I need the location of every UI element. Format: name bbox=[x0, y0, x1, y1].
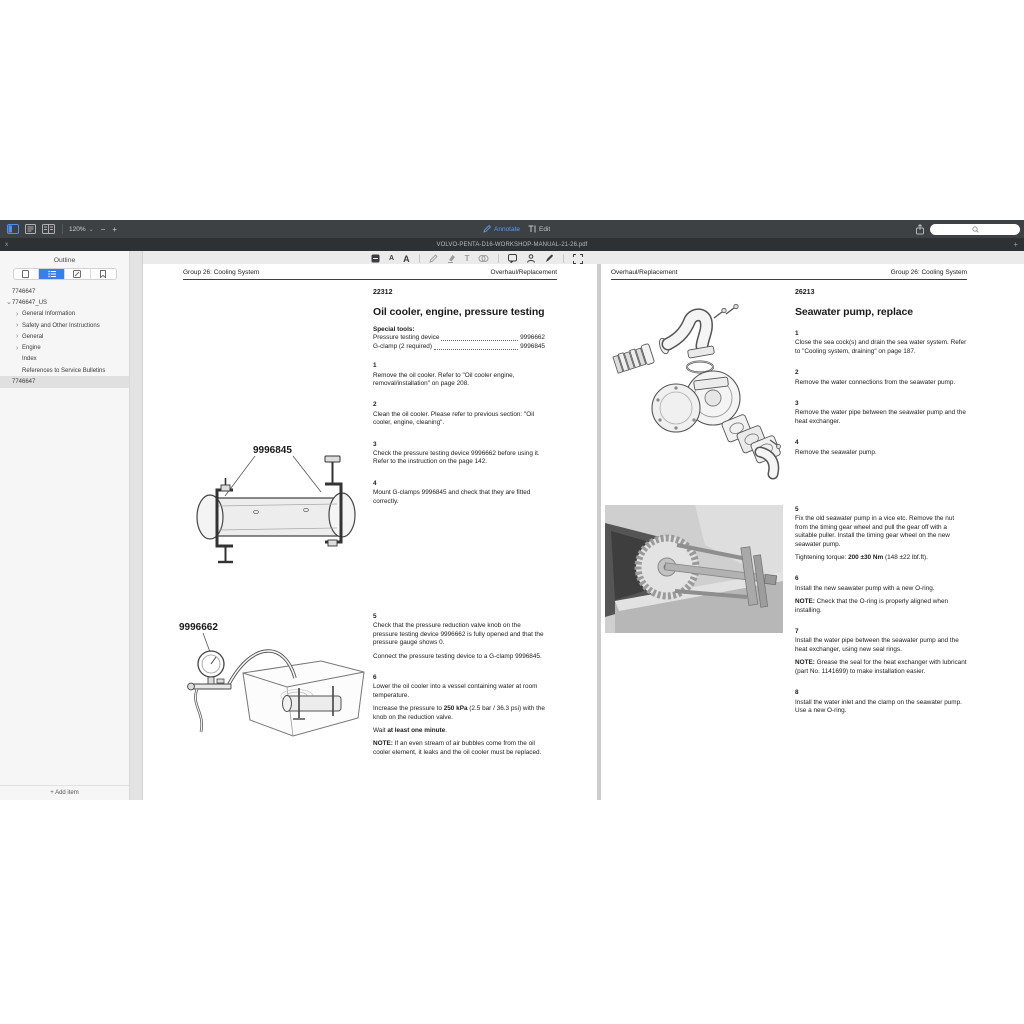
share-icon bbox=[915, 224, 925, 235]
step-number: 6 bbox=[373, 674, 377, 682]
step-paragraph: Install the water inlet and the clamp on the seawater pump. Use a new O-ring. bbox=[795, 698, 962, 714]
markup-style-button[interactable] bbox=[371, 254, 380, 263]
step-paragraph: Fix the old seawater pump in a vice etc. Remove the nut from the timing gear wheel and pull the gear off with a suitable puller. Install the timing gear wheel on the new seawater pump. bbox=[795, 515, 955, 548]
section-number: 22312 bbox=[373, 289, 393, 296]
share-button[interactable] bbox=[915, 224, 925, 235]
step-3 bbox=[373, 441, 545, 467]
signature-icon bbox=[526, 254, 536, 263]
sidebar-item[interactable] bbox=[0, 365, 129, 376]
font-smaller-button[interactable]: A bbox=[389, 255, 395, 262]
right-page-text-bottom bbox=[795, 506, 967, 715]
edit-button[interactable] bbox=[528, 225, 550, 233]
step-6 bbox=[373, 674, 545, 757]
sidebar-item-label: References to Service Bulletins bbox=[22, 367, 106, 374]
step-7 bbox=[795, 628, 967, 676]
sidebar-item[interactable] bbox=[0, 286, 129, 297]
sidebar-title: Outline bbox=[53, 257, 76, 264]
edit-label: Edit bbox=[539, 225, 551, 233]
step-3 bbox=[795, 400, 967, 426]
special-tools-list bbox=[373, 334, 545, 351]
bookmarks-pane-button[interactable] bbox=[91, 269, 116, 279]
special-tools-label: Special tools: bbox=[373, 325, 415, 333]
page-header bbox=[183, 269, 557, 276]
zoom-level-button[interactable] bbox=[69, 226, 94, 233]
tool-number: 9996845 bbox=[520, 342, 545, 350]
preview-window bbox=[0, 220, 1024, 800]
page-left bbox=[143, 264, 597, 800]
page-view-icon bbox=[25, 224, 36, 234]
outline-pane-button[interactable] bbox=[39, 269, 65, 279]
zoom-level-value: 120% bbox=[69, 225, 86, 233]
shapes-tool-button[interactable] bbox=[478, 254, 489, 263]
step-1 bbox=[373, 362, 545, 388]
special-tool-row bbox=[373, 334, 545, 342]
step-paragraph: NOTE: Grease the seal for the heat exchanger with lubricant (part No. 1141699) to make installation easier. bbox=[795, 659, 967, 675]
step-6 bbox=[795, 575, 967, 615]
chevron-down-icon: ⌄ bbox=[88, 226, 94, 233]
step-number: 3 bbox=[373, 440, 377, 448]
step-number: 8 bbox=[795, 689, 799, 697]
right-page-text-top bbox=[795, 289, 967, 457]
pen-tool-button[interactable] bbox=[545, 254, 554, 263]
step-paragraph: Install the new seawater pump with a new O-ring. bbox=[795, 584, 935, 592]
add-item-button[interactable]: + Add item bbox=[0, 785, 129, 800]
step-paragraph: Check the pressure testing device 9996662 before using it. Refer to the instruction on the page 142. bbox=[373, 449, 540, 466]
sidebar-item[interactable] bbox=[0, 331, 129, 342]
annotate-button[interactable] bbox=[483, 225, 520, 233]
step-number: 4 bbox=[373, 479, 377, 487]
step-paragraph: Remove the water connections from the seawater pump. bbox=[795, 378, 956, 386]
header-rule bbox=[183, 279, 557, 280]
sidebar-item-label: Engine bbox=[22, 345, 41, 352]
toolbar-divider bbox=[498, 254, 499, 263]
pen-icon bbox=[545, 254, 554, 263]
step-number: 2 bbox=[373, 401, 377, 409]
close-tab-button[interactable]: x bbox=[5, 240, 9, 248]
tab-title[interactable]: VOLVO-PENTA-D16-WORKSHOP-MANUAL-21-26.pdf bbox=[436, 241, 588, 248]
sidebar-item-label: Safety and Other Instructions bbox=[22, 322, 100, 329]
sidebar-item[interactable] bbox=[0, 320, 129, 331]
note-tool-button[interactable] bbox=[508, 254, 517, 263]
sidebar-item[interactable] bbox=[0, 376, 129, 387]
selection-tool-button[interactable] bbox=[573, 254, 583, 264]
annotate-label: Annotate bbox=[494, 225, 521, 233]
step-paragraph: NOTE: If an even stream of air bubbles come from the oil cooler element, it leaks and the oil cooler must be replaced. bbox=[373, 740, 542, 756]
step-2 bbox=[373, 401, 545, 427]
annotation-toolbar bbox=[371, 253, 583, 264]
search-input[interactable] bbox=[930, 224, 1020, 235]
step-paragraph: NOTE: Check that the O-ring is properly aligned when installing. bbox=[795, 598, 949, 614]
step-number: 6 bbox=[795, 575, 799, 583]
thumbnails-icon bbox=[22, 270, 29, 278]
main-toolbar bbox=[0, 220, 1024, 238]
chevron-right-icon[interactable]: › bbox=[16, 344, 19, 352]
figure-label: 9996662 bbox=[179, 622, 218, 633]
thumbnails-pane-button[interactable] bbox=[14, 269, 40, 279]
tool-name: Pressure testing device bbox=[373, 334, 440, 342]
outline-list-icon bbox=[48, 270, 56, 278]
figure-pressure-test-vessel bbox=[173, 616, 370, 744]
figure-gear-puller-photo bbox=[605, 505, 783, 633]
steps-5-8 bbox=[795, 506, 967, 715]
step-paragraph: Connect the pressure testing device to a G-clamp 9996845. bbox=[373, 652, 542, 660]
sidebar-item-label: General Information bbox=[22, 311, 76, 318]
font-larger-button[interactable]: A bbox=[403, 253, 410, 264]
step-4 bbox=[373, 480, 545, 506]
bookmark-icon bbox=[100, 270, 106, 278]
step-paragraph: Close the sea cock(s) and drain the sea water system. Refer to "Cooling system, draining" on page 187. bbox=[795, 339, 967, 355]
text-tool-button[interactable]: T bbox=[464, 254, 470, 263]
step-5 bbox=[795, 506, 967, 562]
step-1 bbox=[795, 330, 967, 356]
header-rule bbox=[611, 279, 967, 280]
step-number: 5 bbox=[373, 613, 377, 620]
sidebar-scroll-gutter bbox=[130, 251, 143, 800]
tool-number: 9996662 bbox=[520, 334, 545, 342]
sidebar-item-label: 7746647 bbox=[12, 288, 36, 295]
two-page-view-button[interactable] bbox=[42, 223, 55, 235]
section-title: Oil cooler, engine, pressure testing bbox=[373, 306, 545, 319]
pencil-tool-button[interactable] bbox=[429, 254, 438, 263]
sidebar-item-label: Index bbox=[22, 356, 37, 363]
step-number: 4 bbox=[795, 439, 799, 447]
zoom-in-button[interactable]: + bbox=[112, 224, 117, 234]
figure-seawater-pump-exploded bbox=[610, 300, 782, 480]
steps-1-4 bbox=[795, 330, 967, 457]
chevron-right-icon[interactable]: › bbox=[16, 322, 19, 330]
left-page-text-bottom bbox=[373, 613, 545, 757]
chevron-down-icon[interactable]: ⌄ bbox=[6, 299, 12, 307]
sidebar-item[interactable] bbox=[0, 354, 129, 365]
header-left: Overhaul/Replacement bbox=[611, 269, 678, 276]
page-header bbox=[611, 269, 967, 276]
step-paragraph: Remove the oil cooler. Refer to "Oil cooler engine, removal/installation" on page 208. bbox=[373, 371, 515, 387]
outline-list bbox=[0, 286, 129, 388]
header-left: Group 26: Cooling System bbox=[183, 269, 260, 276]
dotted-leader bbox=[441, 340, 518, 341]
header-right: Overhaul/Replacement bbox=[490, 269, 557, 276]
document-area bbox=[143, 251, 1024, 800]
zoom-out-button[interactable]: − bbox=[100, 224, 106, 234]
figure-oil-cooler-clamps bbox=[181, 440, 371, 570]
step-number: 7 bbox=[795, 628, 799, 636]
toolbar-divider bbox=[62, 224, 63, 234]
section-title: Seawater pump, replace bbox=[795, 306, 914, 319]
step-paragraph: Lower the oil cooler into a vessel containing water at room temperature. bbox=[373, 683, 538, 699]
sidebar-item-label: General bbox=[22, 333, 44, 340]
step-number: 5 bbox=[795, 506, 799, 513]
chevron-right-icon[interactable]: › bbox=[16, 333, 19, 341]
text-edit-icon bbox=[528, 225, 536, 233]
page-right bbox=[601, 264, 1024, 800]
sidebar-item-label: 7746647 bbox=[12, 379, 36, 386]
tool-name: G-clamp (2 required) bbox=[373, 342, 432, 350]
section-number: 26213 bbox=[795, 289, 815, 296]
step-paragraph: Wait at least one minute. bbox=[373, 727, 447, 735]
two-page-view-icon bbox=[42, 224, 55, 234]
toolbar-divider bbox=[563, 254, 564, 263]
figure-label: 9996845 bbox=[253, 445, 292, 456]
note-icon bbox=[508, 254, 517, 263]
steps-5-6 bbox=[373, 613, 545, 757]
sidebar-pane-switcher bbox=[13, 268, 117, 280]
sidebar-toggle-button[interactable] bbox=[6, 223, 19, 235]
step-paragraph: Check that the pressure reduction valve knob on the pressure testing device 9996662 is fully opened and that the pressure gauge shows 0. bbox=[373, 622, 544, 647]
sidebar-item[interactable] bbox=[0, 309, 129, 320]
step-5 bbox=[373, 613, 545, 661]
single-page-view-button[interactable] bbox=[24, 223, 37, 235]
step-paragraph: Remove the water pipe between the seawater pump and the heat exchanger. bbox=[795, 409, 966, 425]
signature-tool-button[interactable] bbox=[526, 254, 536, 263]
step-paragraph: Mount G-clamps 9996845 and check that they are fitted correctly. bbox=[373, 489, 531, 505]
highlighter-tool-button[interactable] bbox=[447, 254, 456, 263]
annotations-pane-button[interactable] bbox=[65, 269, 91, 279]
step-paragraph: Remove the seawater pump. bbox=[795, 448, 877, 456]
highlighter-icon bbox=[447, 254, 456, 263]
header-right: Group 26: Cooling System bbox=[890, 269, 967, 276]
step-number: 2 bbox=[795, 369, 799, 377]
selection-icon bbox=[573, 254, 583, 264]
step-number: 1 bbox=[373, 362, 377, 370]
chevron-right-icon[interactable]: › bbox=[16, 310, 19, 318]
pencil-icon bbox=[483, 225, 491, 233]
step-paragraph: Clean the oil cooler. Please refer to previous section: "Oil cooler, engine, cleaning". bbox=[373, 410, 535, 427]
markup-icon bbox=[371, 254, 380, 263]
step-4 bbox=[795, 439, 967, 457]
sidebar-item[interactable] bbox=[0, 297, 129, 308]
left-page-text-top bbox=[373, 289, 545, 506]
step-number: 1 bbox=[795, 329, 799, 337]
step-2 bbox=[795, 369, 967, 387]
step-paragraph: Increase the pressure to 250 kPa (2.5 bar / 36.3 psi) with the knob on the reduction valve. bbox=[373, 705, 545, 721]
steps-1-4 bbox=[373, 362, 545, 506]
shapes-icon bbox=[478, 254, 489, 263]
special-tool-row bbox=[373, 343, 545, 351]
sidebar bbox=[0, 251, 130, 800]
tab-bar bbox=[0, 238, 1024, 251]
step-number: 3 bbox=[795, 399, 799, 407]
toolbar-divider bbox=[419, 254, 420, 263]
step-8 bbox=[795, 689, 967, 715]
dotted-leader bbox=[434, 349, 518, 350]
sidebar-item-label: 7746647_US bbox=[12, 299, 48, 306]
step-paragraph: Tightening torque: 200 ±30 Nm (148 ±22 lbf.ft). bbox=[795, 554, 928, 562]
pages-container bbox=[143, 264, 1024, 800]
sidebar-item[interactable] bbox=[0, 342, 129, 353]
new-tab-button[interactable]: + bbox=[1013, 240, 1018, 249]
search-icon bbox=[972, 226, 979, 233]
sidebar-icon bbox=[7, 224, 19, 234]
step-paragraph: Install the water pipe between the seawater pump and the heat exchanger, using new seal rings. bbox=[795, 637, 959, 653]
annotations-icon bbox=[73, 270, 81, 278]
pencil-icon bbox=[429, 254, 438, 263]
